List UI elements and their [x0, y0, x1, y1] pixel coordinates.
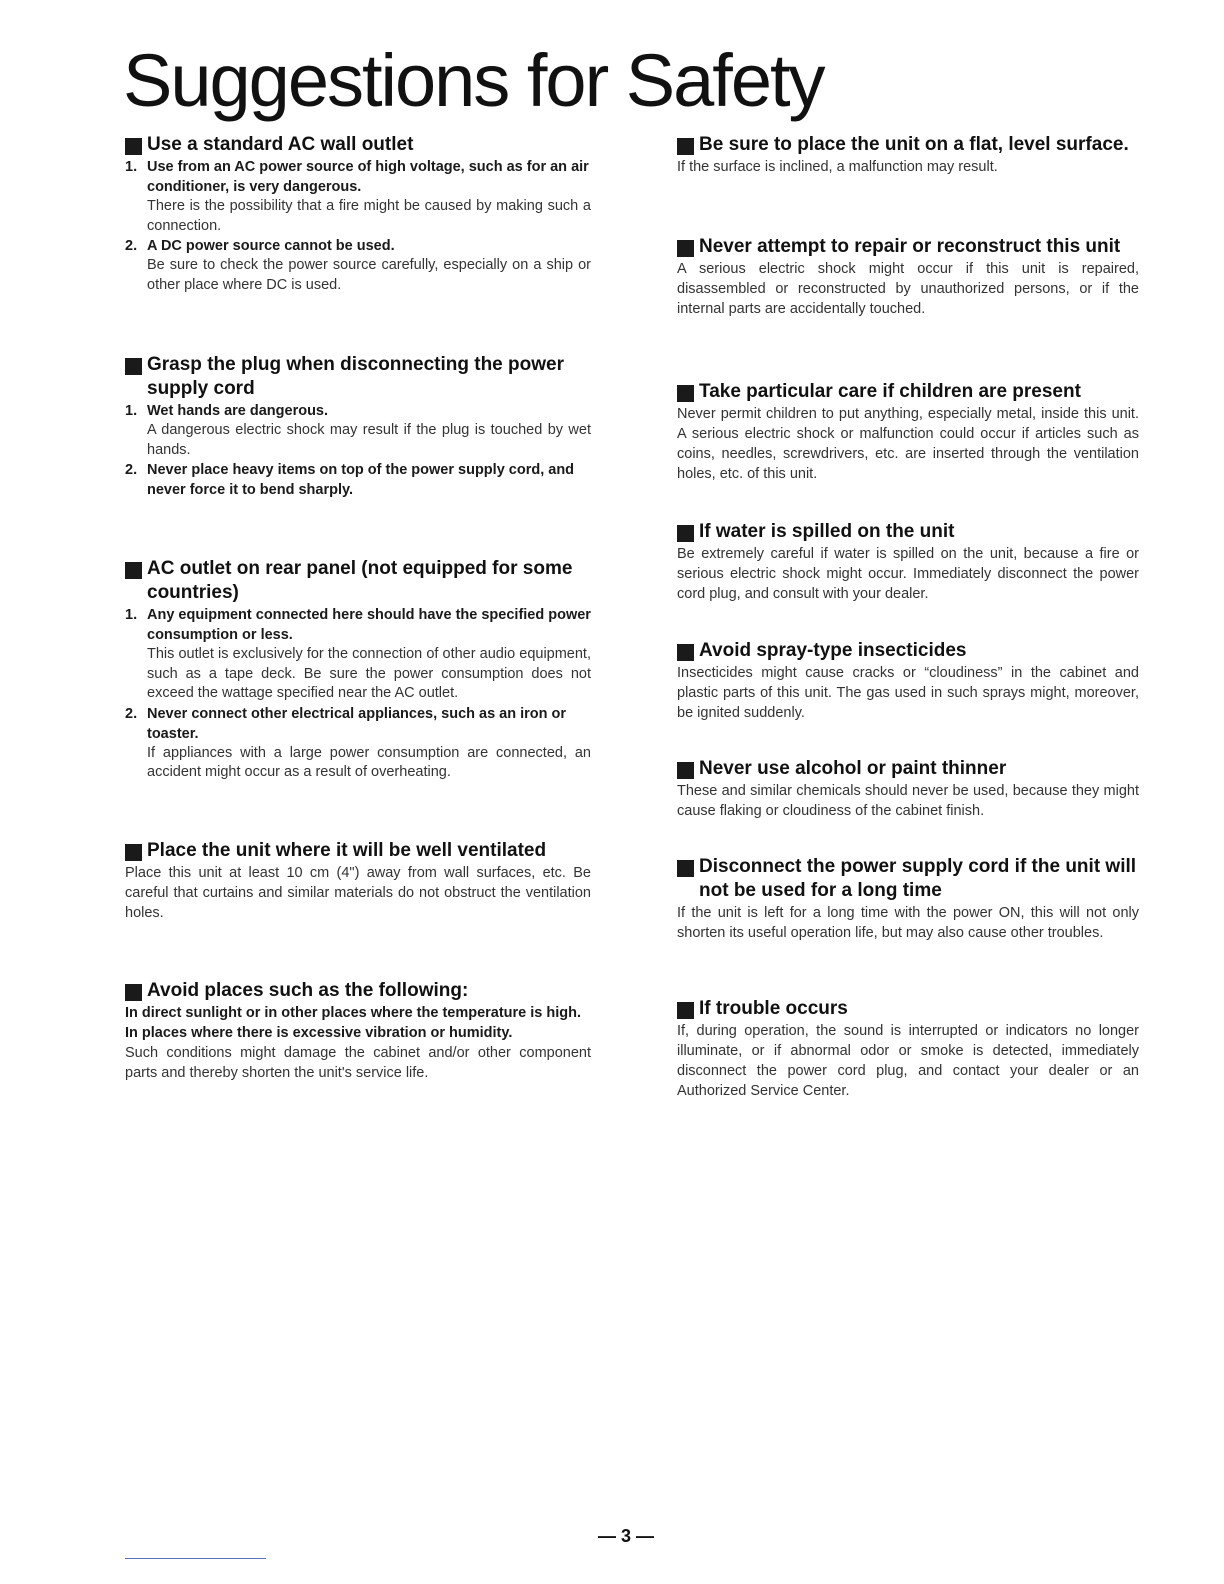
section-never-repair: [677, 235, 1139, 319]
section-ac-outlet-rear: [125, 557, 591, 783]
item-body: There is the possibility that a fire might be caused by making such a connection.: [147, 198, 591, 234]
bullet-square-icon: [125, 984, 142, 1001]
item-body: Be sure to check the power source carefully, especially on a ship or other place where DC is used.: [147, 257, 591, 293]
item-body: This outlet is exclusively for the connection of other audio equipment, such as a tape deck. Be sure the power consumption does not exceed the wattage specified near the AC outlet.: [147, 646, 591, 701]
section-flat-surface: [677, 133, 1139, 177]
section-body: Place this unit at least 10 cm (4") away from wall surfaces, etc. Be careful that curtains and similar materials do not obstruct the ventilation holes.: [125, 865, 591, 921]
list-item: [125, 460, 591, 500]
section-body: Be extremely careful if water is spilled on the unit, because a fire or serious electric shock might occur. Immediately disconnect the power cord plug, and consult with your dealer.: [677, 546, 1139, 602]
section-alcohol-thinner: [677, 757, 1139, 821]
section-water-spilled: [677, 520, 1139, 604]
item-number: 1.: [125, 403, 138, 419]
section-heading: Avoid places such as the following:: [125, 979, 591, 1003]
section-heading: Place the unit where it will be well ventilated: [125, 839, 591, 863]
section-body: If, during operation, the sound is interrupted or indicators no longer illuminate, or if abnormal odor or smoke is detected, immediately disconnect the power cord plug, and contact your dealer or an Authorized Service Center.: [677, 1023, 1139, 1099]
page-number: — 3 —: [598, 1526, 655, 1546]
section-avoid-places: [125, 979, 591, 1083]
item-heading: Never place heavy items on top of the power supply cord, and never force it to bend sharply.: [147, 462, 575, 498]
section-children: [677, 380, 1139, 484]
bullet-square-icon: [677, 138, 694, 155]
item-heading: Never connect other electrical appliances, such as an iron or toaster.: [147, 705, 567, 742]
section-heading: Disconnect the power supply cord if the unit will not be used for a long time: [677, 855, 1139, 903]
bold-statement: In direct sunlight or in other places where the temperature is high.: [125, 1005, 582, 1021]
bullet-square-icon: [677, 525, 694, 542]
bullet-square-icon: [677, 385, 694, 402]
bold-statement: In places where there is excessive vibration or humidity.: [125, 1025, 513, 1041]
section-heading: AC outlet on rear panel (not equipped for some countries): [125, 557, 591, 605]
section-body: A serious electric shock might occur if this unit is repaired, disassembled or reconstructed by unauthorized persons, or if the internal parts are accidentally touched.: [677, 261, 1139, 317]
section-disconnect-cord: [677, 855, 1139, 943]
section-heading: Take particular care if children are present: [677, 380, 1139, 404]
item-heading: A DC power source cannot be used.: [147, 238, 395, 254]
item-heading: Use from an AC power source of high voltage, such as for an air conditioner, is very dangerous.: [147, 159, 589, 195]
list-item: [125, 401, 591, 460]
section-heading: If water is spilled on the unit: [677, 520, 1139, 544]
section-insecticides: [677, 639, 1139, 723]
item-number: 2.: [125, 705, 138, 722]
bullet-square-icon: [677, 762, 694, 779]
item-number: 2.: [125, 462, 138, 478]
section-body: If the surface is inclined, a malfunction may result.: [677, 159, 998, 175]
bullet-square-icon: [677, 644, 694, 661]
section-body: Such conditions might damage the cabinet and/or other component parts and thereby shorten the unit's service life.: [125, 1045, 591, 1081]
list-item: [125, 157, 591, 236]
bullet-square-icon: [125, 358, 142, 375]
item-number: 2.: [125, 238, 138, 254]
section-body: Insecticides might cause cracks or “cloudiness” in the cabinet and plastic parts of this unit. The gas used in such sprays might, moreover, be ignited suddenly.: [677, 665, 1139, 721]
list-item: [125, 704, 591, 783]
section-grasp-plug: [125, 353, 591, 500]
bullet-square-icon: [677, 860, 694, 877]
bullet-square-icon: [677, 240, 694, 257]
item-body: If appliances with a large power consumption are connected, an accident might occur as a result of overheating.: [147, 744, 591, 780]
item-number: 1.: [125, 607, 138, 623]
section-trouble-occurs: [677, 997, 1139, 1101]
section-heading: Grasp the plug when disconnecting the power supply cord: [125, 353, 591, 401]
section-heading: If trouble occurs: [677, 997, 1139, 1021]
item-heading: Any equipment connected here should have the specified power consumption or less.: [147, 607, 591, 643]
section-body: If the unit is left for a long time with the power ON, this will not only shorten its useful operation life, but may also cause other troubles.: [677, 905, 1139, 941]
section-heading: Be sure to place the unit on a flat, level surface.: [677, 133, 1139, 157]
section-body: Never permit children to put anything, especially metal, inside this unit. A serious electric shock or malfunction could occur if articles such as coins, needles, screwdrivers, etc. are inserted through the ventilation holes, etc. of this unit.: [677, 406, 1139, 482]
section-heading: Never attempt to repair or reconstruct this unit: [677, 235, 1139, 259]
item-body: A dangerous electric shock may result if the plug is touched by wet hands.: [147, 422, 591, 458]
section-heading: Never use alcohol or paint thinner: [677, 757, 1139, 781]
footer-rule: [125, 1558, 266, 1559]
section-ventilation: [125, 839, 591, 923]
list-item: [125, 236, 591, 295]
item-heading: Wet hands are dangerous.: [147, 403, 329, 419]
bullet-square-icon: [677, 1002, 694, 1019]
section-body: These and similar chemicals should never be used, because they might cause flaking or cloudiness of the cabinet finish.: [677, 783, 1139, 819]
bullet-square-icon: [125, 138, 142, 155]
section-heading: Use a standard AC wall outlet: [125, 133, 591, 157]
section-heading: Avoid spray-type insecticides: [677, 639, 1139, 663]
bullet-square-icon: [125, 562, 142, 579]
page-title: Suggestions for Safety: [123, 39, 824, 122]
item-number: 1.: [125, 159, 138, 175]
section-ac-wall-outlet: [125, 133, 591, 295]
list-item: [125, 605, 591, 704]
bullet-square-icon: [125, 844, 142, 861]
